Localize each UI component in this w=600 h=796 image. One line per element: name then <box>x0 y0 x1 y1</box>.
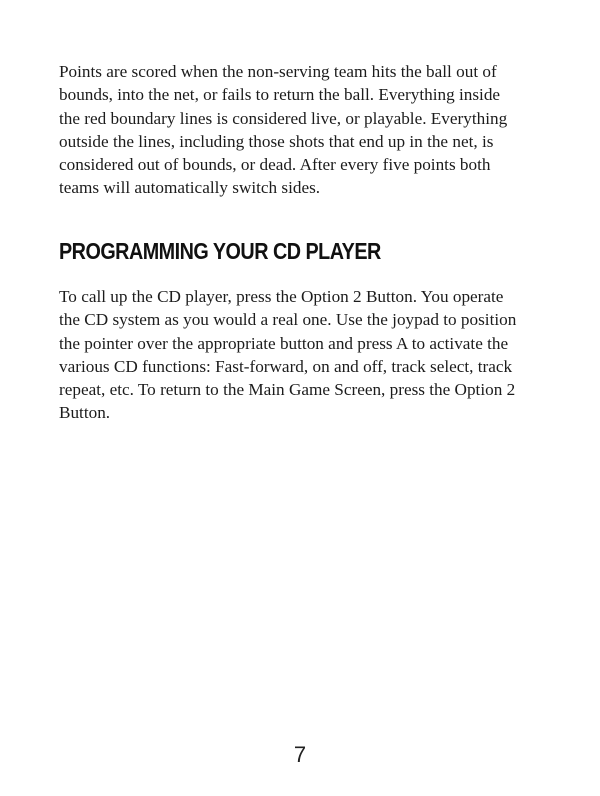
text-line: outside the lines, including those shots that end up in the net, is <box>59 131 494 151</box>
text-line: teams will automatically switch sides. <box>59 178 321 198</box>
text-line: repeat, etc. To return to the Main Game Screen, press the Option 2 <box>59 380 516 400</box>
cd-player-paragraph <box>59 285 559 425</box>
text-line: the CD system as you would a real one. Use the joypad to position <box>59 310 517 330</box>
text-line: considered out of bounds, or dead. After every five points both <box>59 155 491 175</box>
text-line: the red boundary lines is considered live, or playable. Everything <box>59 108 508 128</box>
section-heading: PROGRAMMING YOUR CD PLAYER <box>59 238 381 264</box>
text-line: Points are scored when the non-serving team hits the ball out of <box>59 62 497 81</box>
text-line: To call up the CD player, press the Option 2 Button. You operate <box>59 287 504 306</box>
text-line: various CD functions: Fast-forward, on and off, track select, track <box>59 356 513 376</box>
text-line: Button. <box>59 403 111 423</box>
text-line: the pointer over the appropriate button and press A to activate the <box>59 333 509 353</box>
text-line: bounds, into the net, or fails to return the ball. Everything inside <box>59 85 501 105</box>
page-number: 7 <box>293 742 307 767</box>
scoring-paragraph <box>59 60 559 200</box>
